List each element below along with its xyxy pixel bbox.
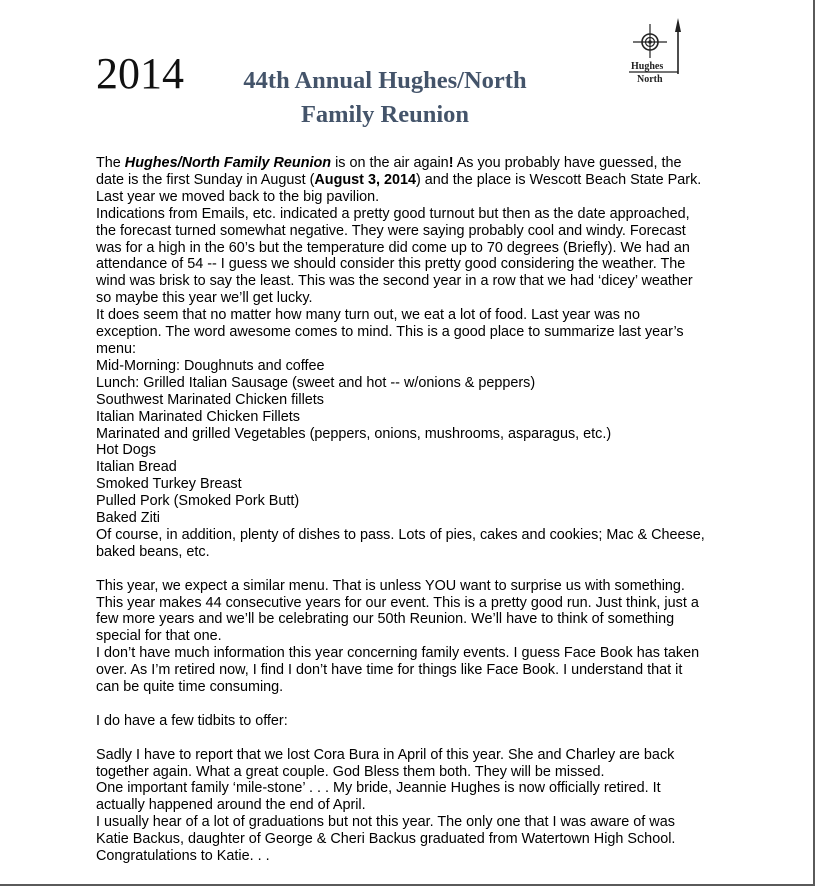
text-line: wind was brisk to say the least. This was the second year in a row that we had ‘dicey’ weather — [96, 273, 693, 290]
text-line: Smoked Turkey Breast — [96, 476, 242, 493]
text-line — [96, 696, 736, 713]
text-line: special for that one. — [96, 628, 222, 645]
intro-line: The Hughes/North Family Reunion is on the air again! As you probably have guessed, the — [96, 155, 682, 171]
text-line: over. As I’m retired now, I find I don’t have time for things like Face Book. I understand that it — [96, 662, 683, 679]
text-line: This year, we expect a similar menu. That is unless YOU want to surprise us with something. — [96, 577, 685, 594]
text-line: I usually hear of a lot of graduations but not this year. The only one that I was aware of was — [96, 814, 675, 831]
text-line: Marinated and grilled Vegetables (peppers, onions, mushrooms, asparagus, etc.) — [96, 425, 612, 442]
text-line: the forecast turned somewhat negative. They were saying probably cool and windy. Forecast — [96, 222, 686, 239]
reunion-date: August 3, 2014 — [314, 171, 416, 188]
text-line: actually happened around the end of April. — [96, 797, 366, 814]
title-line-2: Family Reunion — [300, 101, 470, 128]
text-line: Sadly I have to report that we lost Cora Bura in April of this year. She and Charley are back — [96, 746, 675, 763]
letter-lines — [96, 189, 736, 865]
text-line — [96, 561, 736, 578]
text-line: menu: — [96, 340, 136, 357]
text-line: Congratulations to Katie. . . — [96, 848, 270, 865]
logo-text-hughes: Hughes — [631, 61, 664, 72]
logo-text-north: North — [637, 74, 663, 85]
text-line: Italian Marinated Chicken Fillets — [96, 408, 300, 425]
text-line — [96, 730, 736, 747]
text-line: baked beans, etc. — [96, 543, 210, 560]
year-heading: 2014 — [96, 49, 184, 98]
text-line: was for a high in the 60’s but the temperature did come up to 70 degrees (Briefly). We had an — [96, 239, 690, 256]
text-line: It does seem that no matter how many turn out, we eat a lot of food. Last year was no — [96, 307, 640, 324]
text-line: together again. What a great couple. God Bless them both. They will be missed. — [96, 763, 605, 780]
text-line: I do have a few tidbits to offer: — [96, 712, 288, 729]
letter-body — [96, 155, 736, 865]
text-line: Southwest Marinated Chicken fillets — [96, 391, 324, 408]
text-line: Pulled Pork (Smoked Pork Butt) — [96, 493, 300, 510]
text-line: Last year we moved back to the big pavilion. — [96, 188, 380, 205]
text-line: This year makes 44 consecutive years for our event. This is a pretty good run. Just think, just a — [96, 594, 699, 611]
text-line: Mid-Morning: Doughnuts and coffee — [96, 357, 325, 374]
text-line: Italian Bread — [96, 459, 177, 476]
page-title — [205, 64, 565, 132]
reunion-name: Hughes/North Family Reunion — [124, 155, 332, 171]
text-line: Lunch: Grilled Italian Sausage (sweet and hot -- w/onions & peppers) — [96, 374, 536, 391]
text-line: Indications from Emails, etc. indicated a pretty good turnout but then as the date approached, — [96, 205, 690, 222]
text-line: Hot Dogs — [96, 442, 156, 459]
title-line-1: 44th Annual Hughes/North — [243, 67, 527, 94]
text-line: few more years and we’ll be celebrating our 50th Reunion. We’ll have to think of something — [96, 611, 675, 628]
text-line: Baked Ziti — [96, 510, 160, 527]
text-line: One important family ‘mile-stone’ . . . My bride, Jeannie Hughes is now officially retired. It — [96, 780, 661, 797]
text-line: Of course, in addition, plenty of dishes to pass. Lots of pies, cakes and cookies; Mac & Cheese, — [96, 526, 705, 543]
text-line: Katie Backus, daughter of George & Cheri Backus graduated from Watertown High School. — [96, 831, 676, 848]
family-logo — [628, 16, 690, 88]
text-line: can be quite time consuming. — [96, 679, 284, 696]
text-line: I don’t have much information this year concerning family events. I guess Face Book has taken — [96, 645, 700, 662]
text-line: attendance of 54 -- I guess we should consider this pretty good considering the weather. The — [96, 256, 686, 273]
date-line: date is the first Sunday in August (August 3, 2014) and the place is Wescott Beach State Park. — [96, 171, 702, 188]
text-line: exception. The word awesome comes to mind. This is a good place to summarize last year’s — [96, 324, 684, 341]
text-line: so maybe this year we’ll get lucky. — [96, 290, 313, 307]
